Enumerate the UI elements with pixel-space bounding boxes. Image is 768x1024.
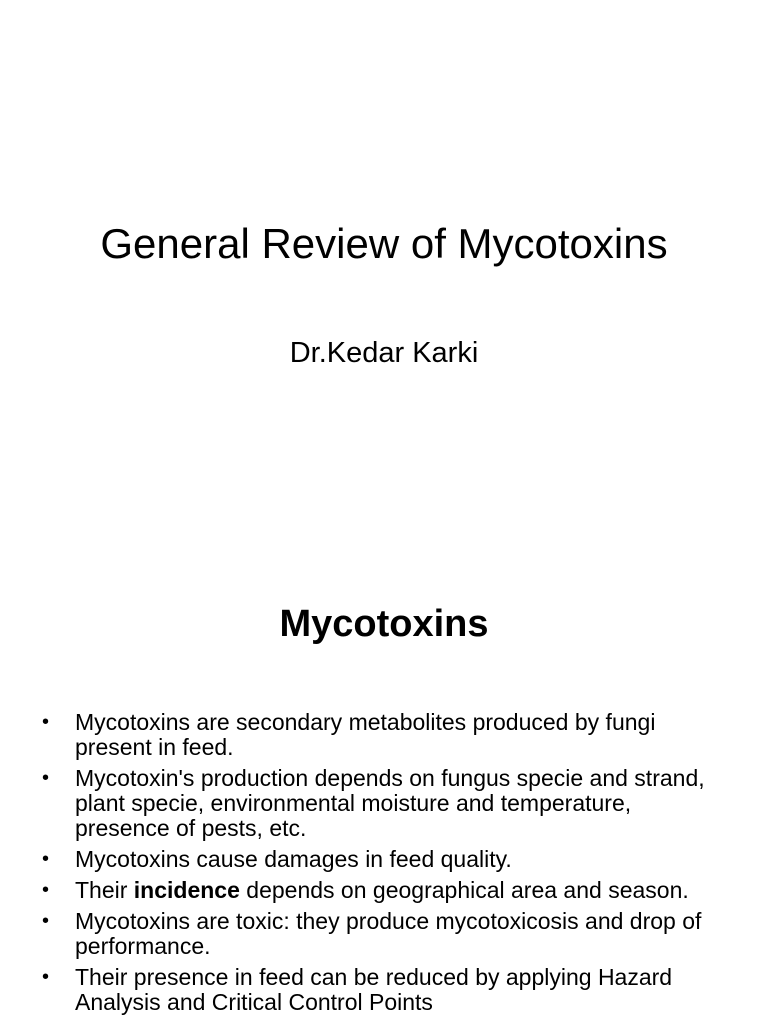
bullet-text-pre: Their bbox=[75, 877, 134, 903]
bullet-item bbox=[0, 965, 768, 1015]
bullet-icon: • bbox=[42, 711, 50, 733]
bullet-text-bold: incidence bbox=[133, 877, 240, 903]
bullet-text bbox=[75, 877, 689, 903]
bullet-item bbox=[0, 909, 768, 959]
bullet-item bbox=[0, 878, 768, 903]
slide-title: Mycotoxins bbox=[279, 603, 489, 645]
bullet-icon: • bbox=[42, 879, 50, 901]
presentation-title: General Review of Mycotoxins bbox=[100, 220, 668, 267]
bullet-item bbox=[0, 766, 768, 841]
bullet-item bbox=[0, 847, 768, 872]
bullet-text: Mycotoxins cause damages in feed quality. bbox=[75, 846, 512, 872]
bullet-list bbox=[0, 710, 768, 1021]
bullet-text: Mycotoxins are secondary metabolites produced by fungi present in feed. bbox=[75, 709, 656, 760]
bullet-icon: • bbox=[42, 767, 50, 789]
bullet-icon: • bbox=[42, 848, 50, 870]
content-slide bbox=[0, 576, 768, 1024]
bullet-icon: • bbox=[42, 910, 50, 932]
bullet-icon: • bbox=[42, 966, 50, 988]
bullet-text: Mycotoxin's production depends on fungus specie and strand, plant specie, environmental moisture and temperature, presence of pests, etc. bbox=[75, 765, 705, 841]
bullet-text-post: depends on geographical area and season. bbox=[239, 877, 689, 903]
bullet-item bbox=[0, 710, 768, 760]
author-name: Dr.Kedar Karki bbox=[289, 337, 479, 369]
bullet-text: Mycotoxins are toxic: they produce mycotoxicosis and drop of performance. bbox=[75, 908, 702, 959]
bullet-text: Their presence in feed can be reduced by applying Hazard Analysis and Critical Control Points bbox=[75, 964, 673, 1015]
